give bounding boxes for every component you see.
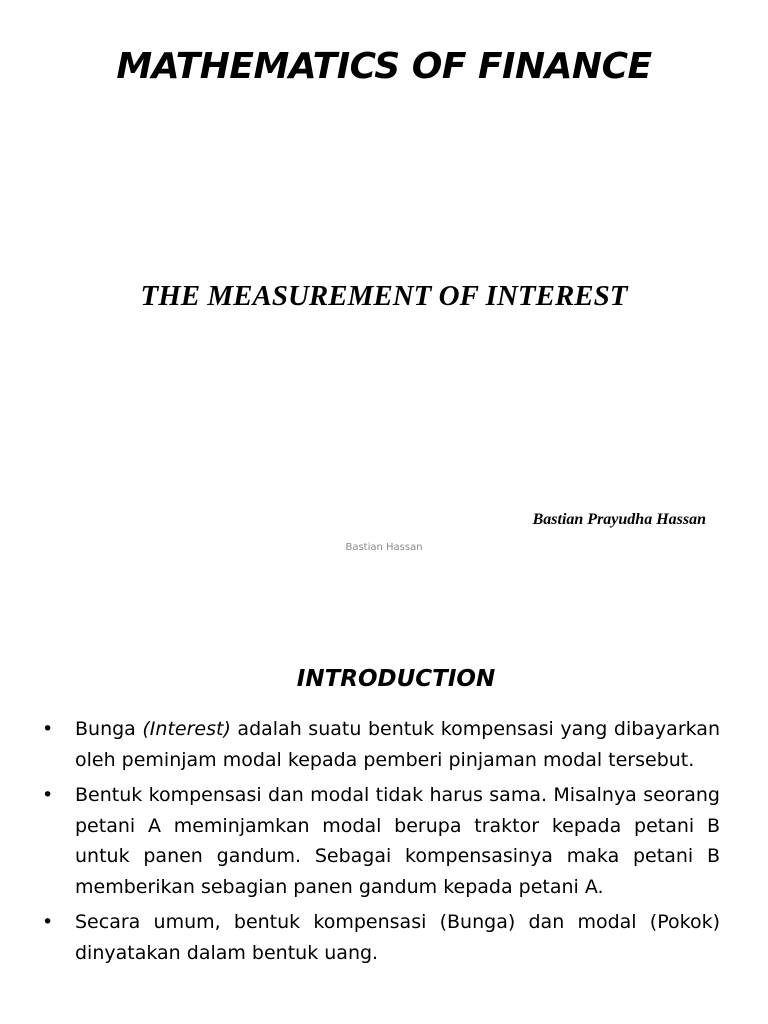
bullet-item — [40, 907, 720, 968]
bullet-text: Bentuk kompensasi dan modal tidak harus sama. Misalnya seorang petani A meminjamkan modal berupa traktor kepada petani B untuk panen gandum. Sebagai kompensasinya maka petani B memberikan sebagian panen gandum kepada petani A. — [75, 784, 720, 898]
bullet-text-part: adalah suatu bentuk kompensasi yang dibayarkan oleh peminjam modal kepada pemberi pinjaman modal tersebut. — [75, 718, 720, 771]
bullet-item — [40, 780, 720, 902]
slide-subtitle: THE MEASUREMENT OF INTEREST — [140, 280, 628, 312]
slide-footer: Bastian Hassan — [345, 542, 423, 553]
bullet-item — [40, 714, 720, 775]
bullet-icon: • — [42, 784, 54, 806]
bullet-list — [40, 714, 720, 973]
author-name: Bastian Prayudha Hassan — [532, 511, 706, 528]
slide-title: MATHEMATICS OF FINANCE — [116, 46, 652, 87]
section-title: INTRODUCTION — [296, 666, 496, 692]
bullet-text: Secara umum, bentuk kompensasi (Bunga) dan modal (Pokok) dinyatakan dalam bentuk uang. — [75, 911, 720, 964]
bullet-text-part: Bunga — [75, 718, 143, 740]
bullet-emphasis: (Interest) — [142, 718, 231, 740]
bullet-icon: • — [42, 911, 54, 933]
bullet-text — [75, 718, 720, 771]
introduction-slide — [0, 640, 768, 1024]
bullet-icon: • — [42, 718, 54, 740]
